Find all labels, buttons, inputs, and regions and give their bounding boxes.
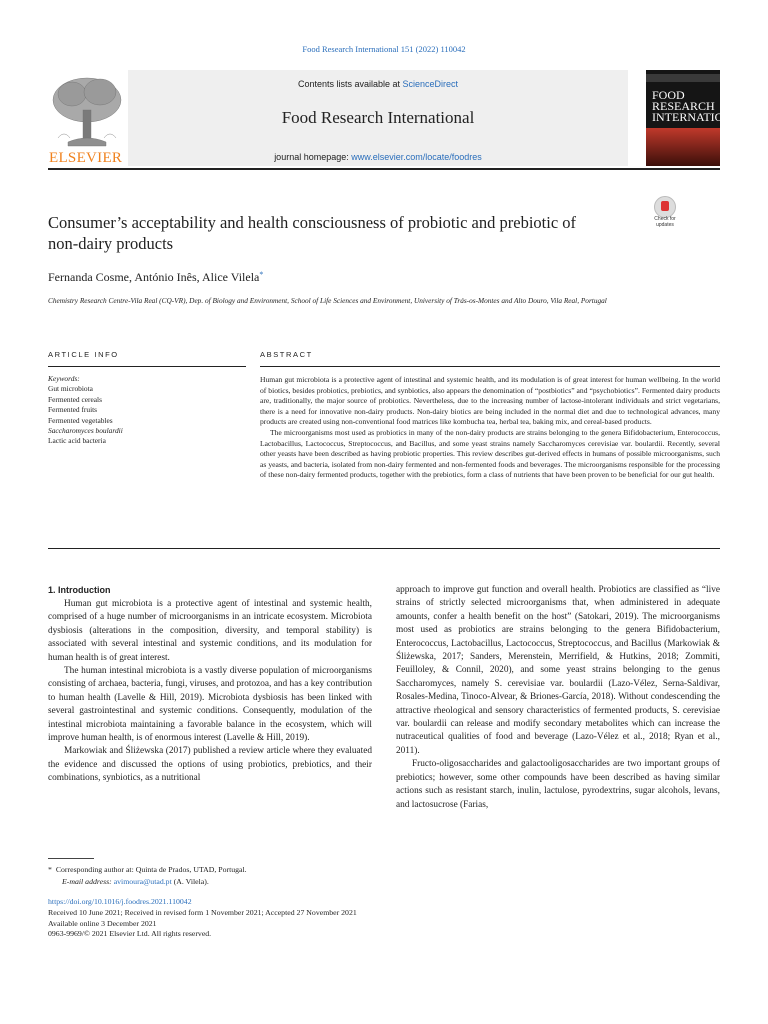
- cover-image: [646, 128, 720, 166]
- keyword: Lactic acid bacteria: [48, 436, 106, 446]
- homepage-line: [128, 152, 628, 162]
- copyright: 0963-9969/© 2021 Elsevier Ltd. All rights reserved.: [48, 929, 212, 939]
- abstract-rule: [260, 366, 720, 367]
- abstract-paragraph: The microorganisms most used as probiotics in many of the non-dairy products are strains belonging to the genera Bifidobacterium, Enterococcus, Lactobacillus, Lactococcus, Streptococcus, and Bacillus, and some yeast strains namely Saccharomyces cerevisiae var. boulardii. Recently, several other yeasts have been described as having probiotic properties. This review describes gut-derived effects in humans of possible microorganisms, such as yeasts, and bacteria, isolated from non-dairy fermented and non-fermented foods and beverages. The microorganisms responsible for the processing of these non-dairy fermented products, together with the prebiotics, form a class of nutrients that have been proven to be beneficial for our gut health.: [260, 427, 720, 480]
- header-rule: [48, 168, 720, 170]
- body-column-right: [396, 584, 720, 812]
- keywords-label: Keywords:: [48, 374, 80, 383]
- authors: [48, 270, 263, 285]
- bookmark-icon: [654, 196, 676, 218]
- abstract-text: [260, 375, 720, 481]
- homepage-link[interactable]: www.elsevier.com/locate/foodres: [351, 152, 482, 162]
- journal-header: [48, 70, 748, 166]
- abstract-paragraph: Human gut microbiota is a protective agent of intestinal and systemic health, and its modulation is of great interest for human wellbeing. In the world of biotics, besides probiotics, prebiotics, and synbiotics, also appears the denomination of “postbiotics” and “psychobiotics”. Fermented dairy products are, traditionally, the major source of probiotics. Nevertheless, due to the increasing number of lactose-intolerant individuals and strict vegetarians, there is a need for innovative non-dairy products. Non-dairy biotics are being included in the normal diet and due to technological advances, many products are created using non-conventional food matrices like kombucha tea, herbal tea, baking mix, and cereal-based products.: [260, 375, 720, 427]
- corresponding-author-note: [48, 864, 648, 876]
- cover-band: [646, 74, 720, 82]
- publisher-wordmark: ELSEVIER: [49, 150, 123, 166]
- doi-link[interactable]: https://doi.org/10.1016/j.foodres.2021.110042: [48, 897, 192, 906]
- affiliation: Chemistry Research Centre-Vila Real (CQ-VR), Dep. of Biology and Environment, School of Life Sciences and Environment, University of Trás-os-Montes and Alto Douro, Vila Real, Portugal: [48, 296, 607, 305]
- email-suffix: (A. Vilela).: [171, 877, 209, 886]
- cover-title: FOOD RESEARCH INTERNATIONAL: [652, 88, 748, 124]
- article-info-heading: ARTICLE INFO: [48, 350, 119, 359]
- email-link[interactable]: avimoura@utad.pt: [113, 877, 172, 886]
- journal-reference[interactable]: Food Research International 151 (2022) 110042: [302, 44, 466, 54]
- article-info-rule: [48, 366, 246, 367]
- body-paragraph: Fructo-oligosaccharides and galactooligosaccharides are two important groups of prebiotics; however, some other compounds have been described as having similar actions such as resistant starch, inulin, lactulose, pyrodextrins, sugar alcohols, levans, and lactosucrose (Farias,: [396, 759, 720, 810]
- corresponding-text: Corresponding author at: Quinta de Prados, UTAD, Portugal.: [55, 865, 247, 874]
- email-label: E-mail address:: [62, 877, 114, 886]
- received-dates: Received 10 June 2021; Received in revised form 1 November 2021; Accepted 27 November 2021: [48, 907, 357, 917]
- body-column-left: [48, 598, 372, 786]
- abstract-heading: ABSTRACT: [260, 350, 313, 359]
- homepage-prefix: journal homepage:: [274, 152, 352, 162]
- keyword: Saccharomyces boulardii: [48, 426, 123, 436]
- email-line: [48, 876, 648, 888]
- keyword: Fermented cereals: [48, 394, 102, 404]
- keyword: Fermented vegetables: [48, 415, 113, 425]
- footnote-mark: *: [48, 865, 52, 874]
- keyword: Fermented fruits: [48, 405, 98, 415]
- corresponding-author-mark[interactable]: *: [259, 270, 264, 279]
- author-names: Fernanda Cosme, António Inês, Alice Vilela: [48, 270, 260, 284]
- keywords-block: [48, 374, 246, 447]
- online-date: Available online 3 December 2021: [48, 918, 157, 928]
- footnote: [48, 864, 648, 888]
- contents-prefix: Contents lists available at: [297, 79, 403, 89]
- check-for-updates-badge[interactable]: [648, 196, 682, 230]
- body-paragraph: The human intestinal microbiota is a vastly diverse population of microorganisms consisting of archaea, bacteria, fungi, viruses, and protozoa, and has a key contribution to human health (Lavelle & Hill, 2019). Microbiota dysbiosis has been linked with several gastrointestinal and systemic conditions. Consequently, modulation of the intestinal microbiota maintaining a favorable balance in the ecosystem, which will improve human health, is of enormous interest (Lavelle & Hill, 2019).: [48, 666, 372, 744]
- footnote-rule: [48, 858, 94, 859]
- abstract-bottom-rule: [48, 548, 720, 549]
- section-title-introduction: 1. Introduction: [48, 585, 111, 595]
- body-paragraph: Human gut microbiota is a protective agent of intestinal and systemic health, comprised of a huge number of microorganisms in an intricate ecosystem. Microbiota dysbiosis (alterations in the composition, diversity, and temporal stability) is associated with several intestinal and systemic conditions, and its modulation for human health is of great interest.: [48, 599, 372, 663]
- contents-line: [128, 79, 628, 89]
- keyword: Gut microbiota: [48, 384, 93, 394]
- paper-title: Consumer’s acceptability and health consciousness of probiotic and prebiotic of non-dairy products: [48, 213, 577, 253]
- check-updates-label: Check for updates: [654, 216, 676, 228]
- body-paragraph: approach to improve gut function and overall health. Probiotics are classified as “live strains of strictly selected microorganisms that, when administered in adequate amounts, confer a health benefit on the host” (Satokari, 2019). The microorganisms most used as probiotics are strains belonging to the genera Bifidobacterium, Enterococcus, Lactobacillus, Lactococcus, Streptococcus, and Bacillus (Markowiak & Śliżewska, 2017; Sanders, Merenstein, Merrifield, & Hutkins, 2018; Zommiti, Feuilloley, & Connil, 2020), and some yeast strains belonging to the genus Saccharomyces, namely S. cerevisiae var. boulardii (Lazo-Vélez, Serna-Saldivar, Rosales-Medina, Tinoco-Alvear, & Briones-García, 2018). Without condescending the attractive rheological and sensory characteristics of fermented products, S. cerevisiae var. boulardii can release and modify secondary metabolites which can increase the nutraceutical qualities of food and beverage (Lazo-Vélez et al., 2018; Ryan et al., 2011).: [396, 585, 720, 756]
- sciencedirect-link[interactable]: ScienceDirect: [402, 79, 459, 89]
- body-paragraph: Markowiak and Śliżewska (2017) published a review article where they evaluated the evidence and discussed the options of using probiotics, prebiotics, and their combinations, synbiotics, as a nutritional: [48, 746, 372, 784]
- front-matter: [48, 897, 720, 940]
- journal-title: Food Research International: [281, 108, 475, 127]
- journal-cover[interactable]: [646, 70, 748, 166]
